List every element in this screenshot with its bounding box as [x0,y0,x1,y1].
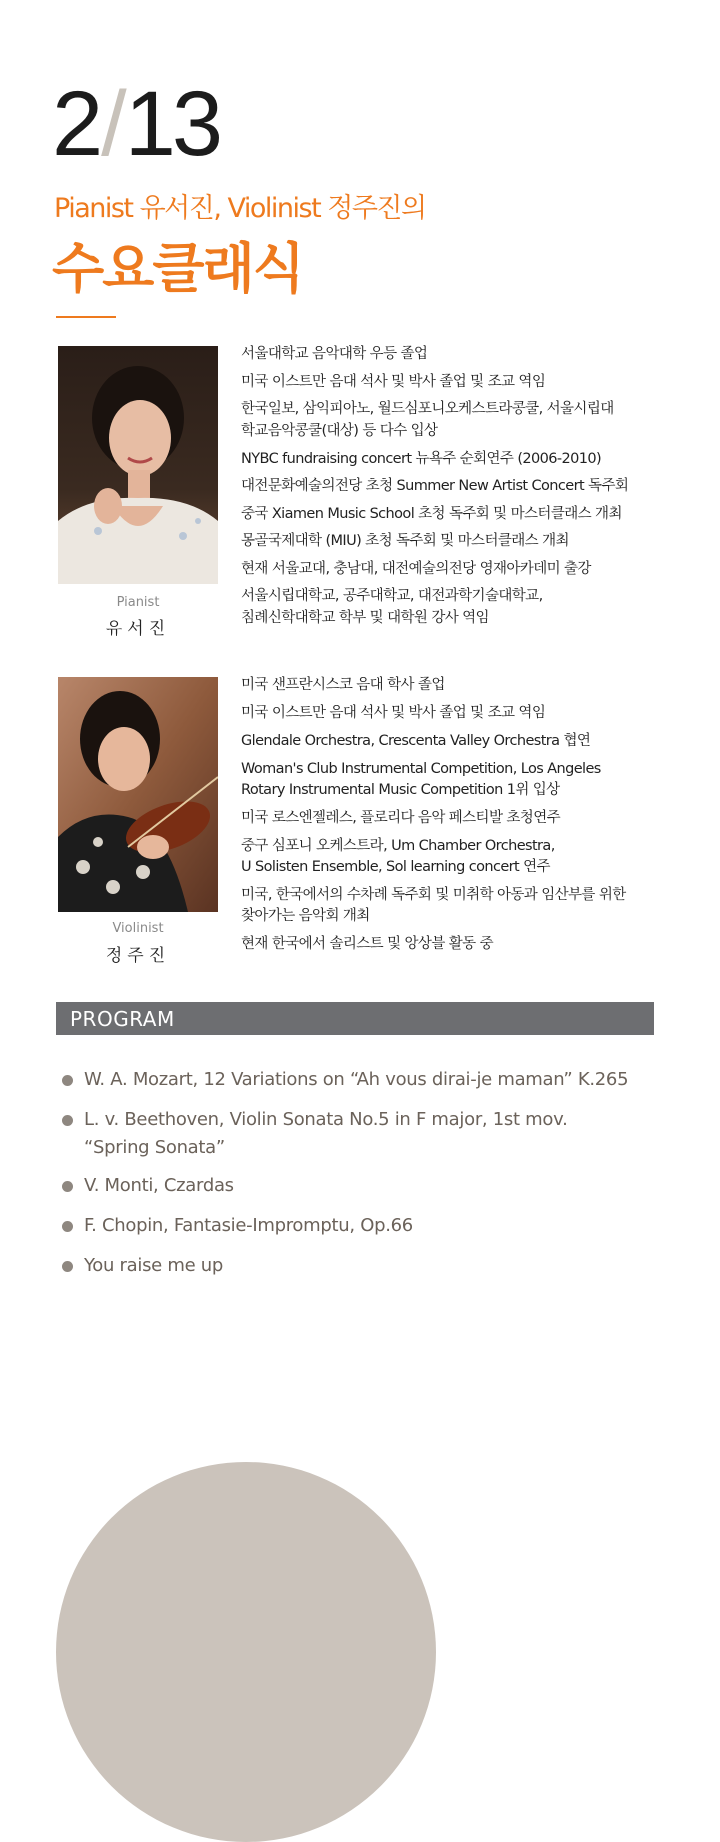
date-day: 13 [124,73,220,175]
bio-item: 서울시립대학교, 공주대학교, 대전과학기술대학교, 침례신학대학교 학부 및 대학원 강사 역임 [241,588,543,626]
decorative-circle [56,1462,436,1842]
bullet-icon [62,1115,73,1126]
concert-title: 수요클래식 [52,237,303,300]
pianist-role: Pianist [116,595,160,610]
violinist-role: Violinist [112,921,164,936]
bio-item: 몽골국제대학 (MIU) 초청 독주회 및 마스터클래스 개최 [241,533,569,549]
bio-item: 미국 샌프란시스코 음대 학사 졸업 [241,677,445,693]
program-heading: PROGRAM [70,1007,175,1031]
bio-item: Woman's Club Instrumental Competition, Los Angeles Rotary Instrumental Music Competition 1위 입상 [241,761,601,798]
program-item: F. Chopin, Fantasie-Impromptu, Op.66 [62,1212,662,1240]
pianist-photo [58,346,218,584]
bullet-icon [62,1181,73,1192]
bio-item: 미국 로스엔젤레스, 플로리다 음악 페스티발 초청연주 [241,810,561,826]
date-slash: / [101,73,123,175]
bio-item: 미국 이스트만 음대 석사 및 박사 졸업 및 조교 역임 [241,705,546,721]
bio-item: 미국, 한국에서의 수차례 독주회 및 미취학 아동과 임산부를 위한 찾아가는 음악회 개최 [241,887,626,924]
violinist-photo [58,677,218,912]
bio-item: Glendale Orchestra, Crescenta Valley Orchestra 협연 [241,733,591,749]
program-item: V. Monti, Czardas [62,1172,662,1200]
program-heading-bar [56,1002,654,1035]
violinist-bio-list [241,675,661,962]
program-list [62,1066,662,1292]
pianist-name: 유서진 [105,619,171,639]
bio-item: 중구 심포니 오케스트라, Um Chamber Orchestra, U Solisten Ensemble, Sol learning concert 연주 [241,838,555,875]
bio-item: 중국 Xiamen Music School 초청 독주회 및 마스터클래스 개최 [241,505,622,522]
concert-date [52,73,220,175]
violinist-name: 정주진 [105,946,171,966]
bullet-icon [62,1261,73,1272]
bio-item: 현재 서울교대, 충남대, 대전예술의전당 영재아카데미 출강 [241,560,591,577]
bio-item: 서울대학교 음악대학 우등 졸업 [241,346,428,362]
title-divider [56,316,116,318]
bio-item: 미국 이스트만 음대 석사 및 박사 졸업 및 조교 역임 [241,373,546,390]
pianist-bio-list [241,343,661,635]
program-item: You raise me up [62,1252,662,1280]
concert-subtitle: Pianist 유서진, Violinist 정주진의 [54,193,426,224]
bullet-icon [62,1221,73,1232]
bio-item: NYBC fundraising concert 뉴욕주 순회연주 (2006-2010) [241,450,602,467]
bio-item: 한국일보, 삼익피아노, 월드심포니오케스트라콩쿨, 서울시립대 학교음악콩쿨(대상) 등 다수 입상 [241,401,614,439]
program-item: W. A. Mozart, 12 Variations on “Ah vous dirai-je maman” K.265 [62,1066,662,1094]
bullet-icon [62,1075,73,1086]
bio-item: 현재 한국에서 솔리스트 및 앙상블 활동 중 [241,936,493,952]
bio-item: 대전문화예술의전당 초청 Summer New Artist Concert 독주회 [241,478,629,494]
date-month: 2 [52,73,100,175]
program-item: L. v. Beethoven, Violin Sonata No.5 in F major, 1st mov. “Spring Sonata” [62,1106,662,1162]
